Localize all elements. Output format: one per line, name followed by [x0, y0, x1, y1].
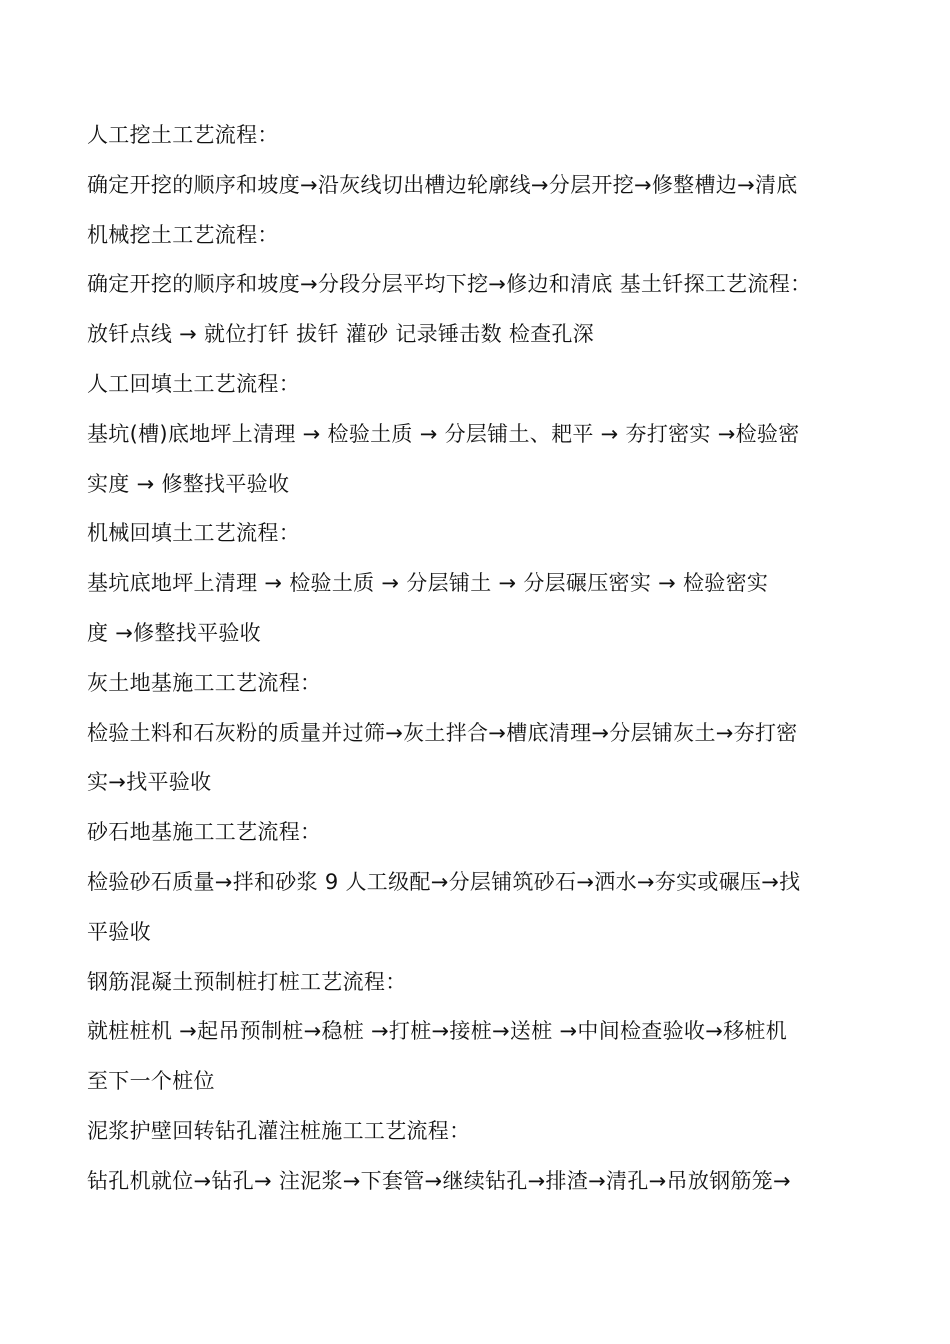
paragraph-line: 放钎点线 → 就位打钎 拔钎 灌砂 记录锤击数 检查孔深: [87, 322, 595, 347]
paragraph-line: 检验砂石质量→拌和砂浆 9 人工级配→分层铺筑砂石→洒水→夯实或碾压→找: [87, 869, 801, 894]
paragraph-line: 就桩桩机 →起吊预制桩→稳桩 →打桩→接桩→送桩 →中间检查验收→移桩机: [87, 1019, 787, 1044]
section-heading-lime-soil-foundation: 灰土地基施工工艺流程：: [87, 670, 322, 695]
paragraph-line: 度 →修整找平验收: [87, 620, 261, 645]
section-heading-mechanical-backfill: 机械回填土工艺流程：: [87, 521, 300, 546]
section-heading-precast-pile-driving: 钢筋混凝土预制桩打桩工艺流程：: [87, 969, 407, 994]
paragraph-line: 基坑(槽)底地坪上清理 → 检验土质 → 分层铺土、耙平 → 夯打密实 →检验密: [87, 421, 800, 446]
document-body: [87, 111, 877, 1207]
section-heading-manual-excavation: 人工挖土工艺流程：: [87, 123, 279, 147]
section-heading-bored-pile: 泥浆护壁回转钻孔灌注桩施工工艺流程：: [87, 1118, 471, 1143]
paragraph-line: 平验收: [87, 919, 151, 944]
paragraph-line: 基坑底地坪上清理 → 检验土质 → 分层铺土 → 分层碾压密实 → 检验密实: [87, 571, 769, 596]
section-heading-mechanical-excavation: 机械挖土工艺流程：: [87, 222, 279, 247]
paragraph-line: 至下一个桩位: [87, 1069, 215, 1094]
paragraph-line: 钻孔机就位→钻孔→ 注泥浆→下套管→继续钻孔→排渣→清孔→吊放钢筋笼→: [87, 1168, 791, 1193]
paragraph-line: 检验土料和石灰粉的质量并过筛→灰土拌合→槽底清理→分层铺灰土→夯打密: [87, 720, 798, 745]
paragraph-line: 确定开挖的顺序和坡度→分段分层平均下挖→修边和清底 基土钎探工艺流程：: [87, 272, 812, 297]
section-heading-sand-gravel-foundation: 砂石地基施工工艺流程：: [87, 820, 322, 845]
paragraph-line: 实度 → 修整找平验收: [87, 471, 290, 496]
paragraph-line: 实→找平验收: [87, 770, 212, 795]
section-heading-manual-backfill: 人工回填土工艺流程：: [87, 371, 300, 396]
paragraph-line: 确定开挖的顺序和坡度→沿灰线切出槽边轮廓线→分层开挖→修整槽边→清底: [87, 172, 798, 197]
